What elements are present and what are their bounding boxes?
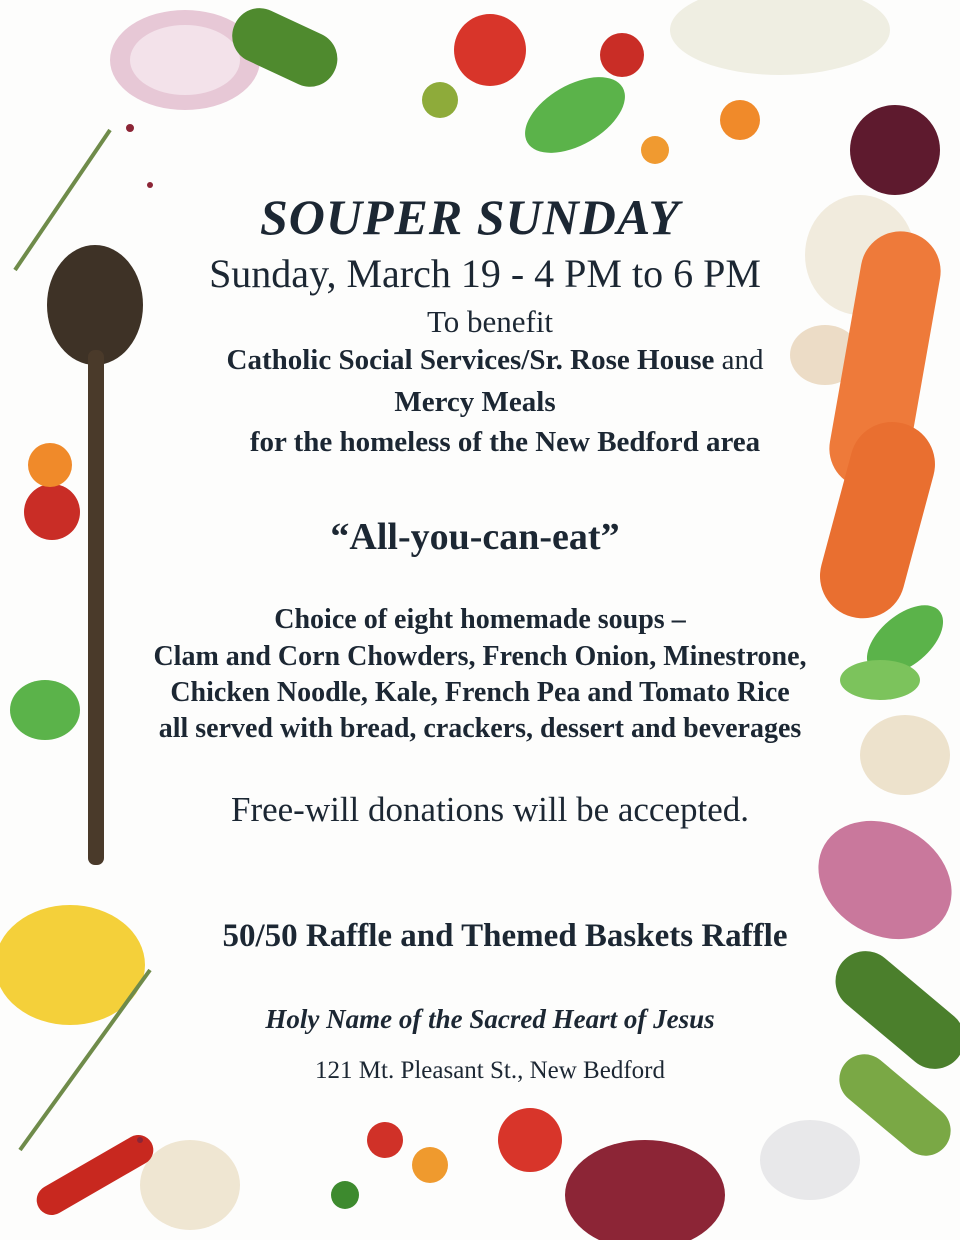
soups-line: Choice of eight homemade soups – xyxy=(274,604,686,635)
basil-leaf-icon xyxy=(512,62,637,169)
beneficiary-purpose: for the homeless of the New Bedford area xyxy=(249,426,761,458)
tomato-icon xyxy=(367,1122,403,1158)
soups-line: Clam and Corn Chowders, French Onion, Minestrone, xyxy=(153,641,807,672)
tomato-icon xyxy=(422,82,458,118)
beneficiary-2: Mercy Meals xyxy=(394,386,556,418)
tomato-icon xyxy=(600,33,644,77)
soups-line: all served with bread, crackers, dessert and beverages xyxy=(158,713,802,744)
salt-shaker-icon xyxy=(760,1120,860,1200)
soups-line: Chicken Noodle, Kale, French Pea and Tomato Rice xyxy=(170,677,790,708)
tomato-icon xyxy=(412,1147,448,1183)
tomato-icon xyxy=(331,1181,359,1209)
venue-address: 121 Mt. Pleasant St., New Bedford xyxy=(315,1057,665,1084)
tomato-icon xyxy=(498,1108,562,1172)
tomato-icon xyxy=(641,136,669,164)
event-date-time: Sunday, March 19 - 4 PM to 6 PM xyxy=(209,251,761,296)
donations-note: Free-will donations will be accepted. xyxy=(230,790,750,829)
peppercorn-bowl-icon xyxy=(565,1140,725,1240)
beneficiary-and: and xyxy=(714,344,764,376)
cauliflower-icon xyxy=(670,0,890,75)
tomato-icon xyxy=(720,100,760,140)
red-onion-icon xyxy=(850,105,940,195)
venue-name: Holy Name of the Sacred Heart of Jesus xyxy=(265,1004,715,1034)
tomato-icon xyxy=(454,14,526,86)
raffle-info: 50/50 Raffle and Themed Baskets Raffle xyxy=(222,918,788,954)
event-title: SOUPER SUNDAY xyxy=(259,189,681,245)
mushroom-icon xyxy=(140,1140,240,1230)
beneficiary-line-1 xyxy=(15,346,960,375)
beneficiary-1: Catholic Social Services/Sr. Rose House xyxy=(226,344,715,376)
headline: “All-you-can-eat” xyxy=(330,516,620,558)
chili-pepper-icon xyxy=(31,1130,159,1221)
benefit-intro: To benefit xyxy=(426,304,554,339)
